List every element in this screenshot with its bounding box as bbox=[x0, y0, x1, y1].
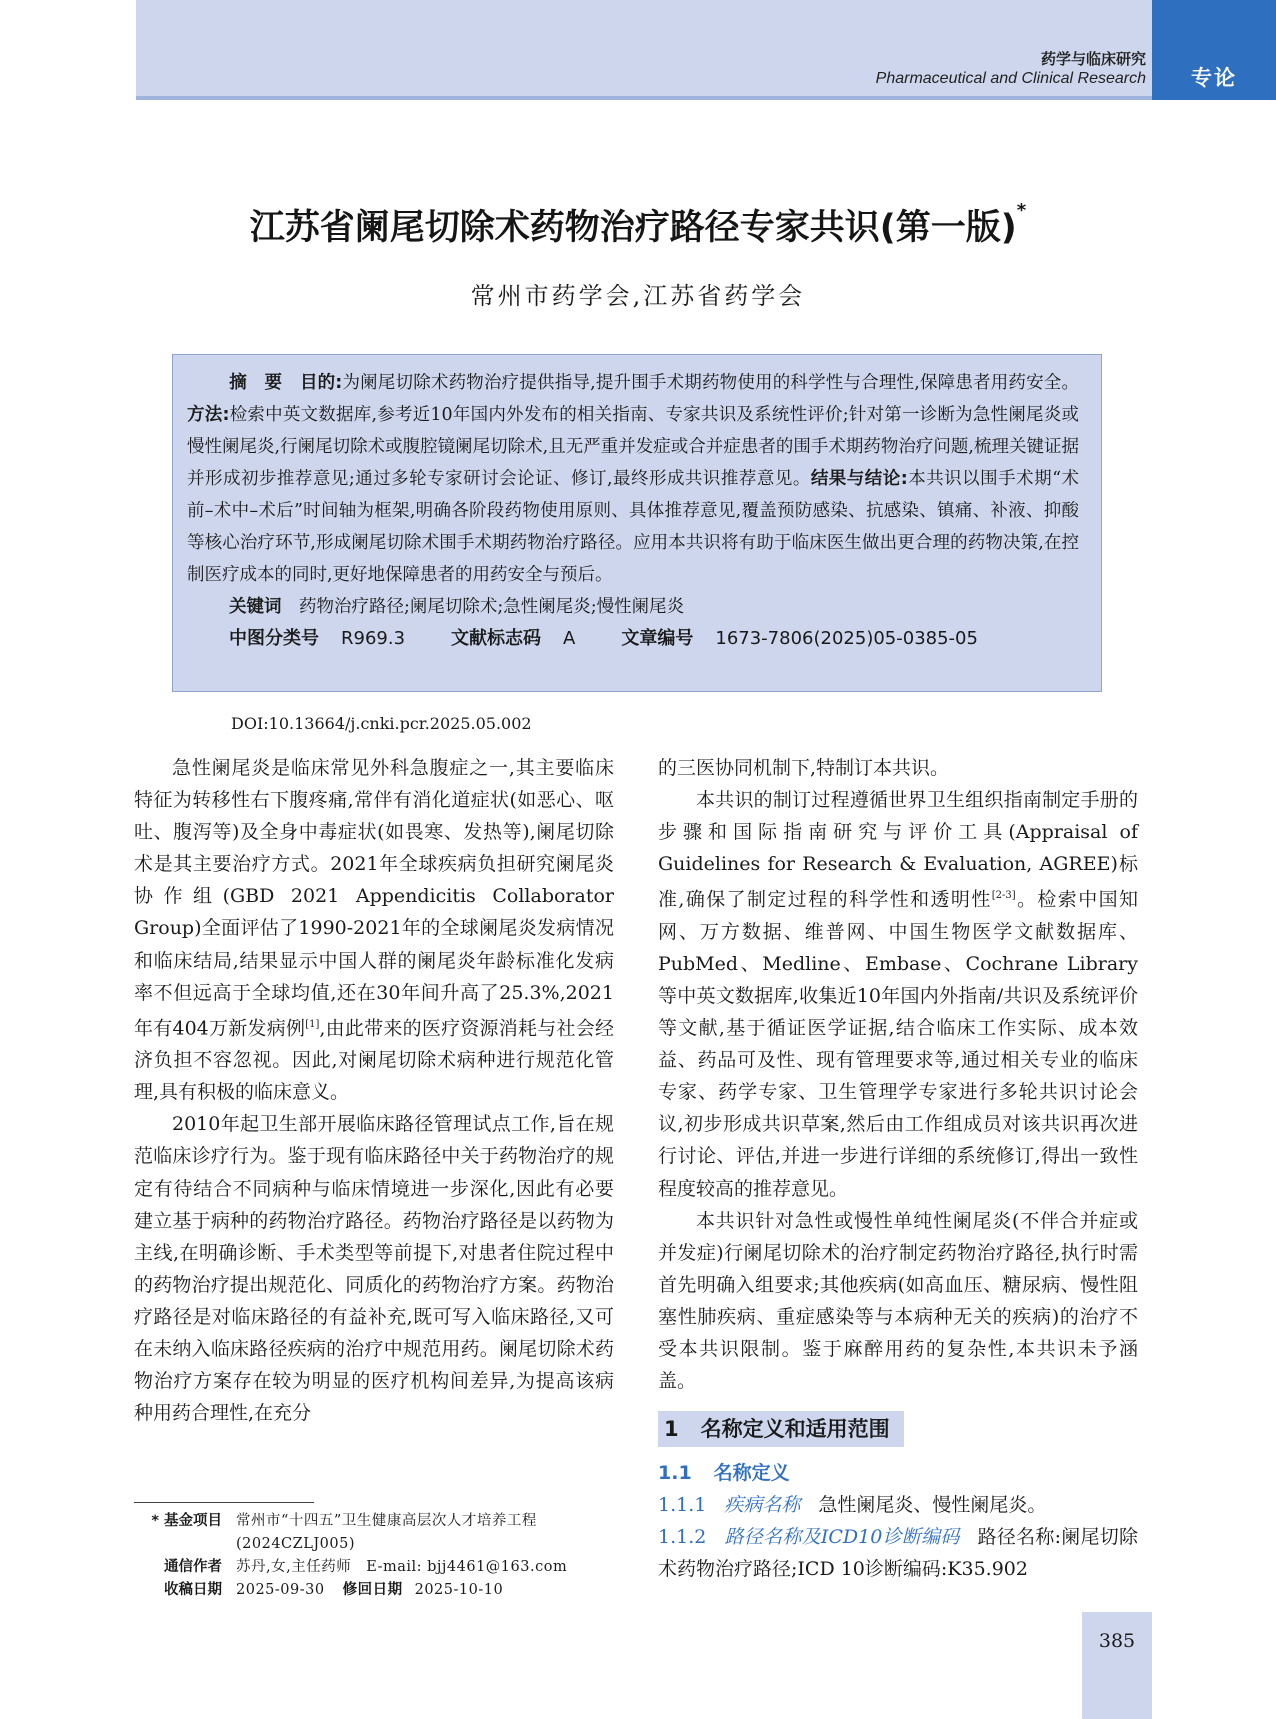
abstract-text bbox=[187, 367, 1079, 591]
corresponding-label: 通信作者 bbox=[164, 1559, 222, 1575]
doc-code-label: 文献标志码 bbox=[451, 628, 542, 649]
paragraph-text: ,由此带来的医疗资源消耗与社会经济负担不容忽视。因此,对阑尾切除术病种进行规范化管理,具有积极的临床意义。 bbox=[134, 1017, 614, 1104]
article-no-label: 文章编号 bbox=[621, 628, 694, 649]
doi: DOI:10.13664/j.cnki.pcr.2025.05.002 bbox=[231, 714, 532, 733]
item-title: 路径名称及ICD10诊断编码 bbox=[724, 1526, 960, 1549]
paragraph-text: 。检索中国知网、万方数据、维普网、中国生物医学文献数据库、PubMed、Medline、Embase、Cochrane Library等中英文数据库,收集近10年国内外指南/共识及系统评价等文献,基于循证医学证据,结合临床工作实际、成本效益、药品可及性、现有管理要求等,通过相关专业的临床专家、药学专家、卫生管理学专家进行多轮共识讨论会议,初步形成共识草案,然后由工作组成员对该共识再次进行讨论、评估,并进一步进行详细的系统修订,得出一致性程度较高的推荐意见。 bbox=[658, 888, 1138, 1200]
section-title: 名称定义和适用范围 bbox=[700, 1417, 890, 1442]
subsection-number: 1.1 bbox=[658, 1462, 692, 1485]
section-heading-1 bbox=[658, 1411, 904, 1447]
paragraph-text: 本共识的制订过程遵循世界卫生组织指南制定手册的步骤和国际指南研究与评价工具(Appraisal of Guidelines for Research & Evaluation, AGREE)标准,确保了制定过程的科学性和透明性 bbox=[658, 789, 1138, 911]
subsection-heading-1-1 bbox=[658, 1457, 1138, 1489]
keywords-label: 关键词 bbox=[229, 597, 282, 617]
paragraph: 本共识针对急性或慢性单纯性阑尾炎(不伴合并症或并发症)行阑尾切除术的治疗制定药物治疗路径,执行时需首先明确入组要求;其他疾病(如高血压、糖尿病、慢性阻塞性肺疾病、重症感染等与本病种无关的疾病)的治疗不受本共识限制。鉴于麻醉用药的复杂性,本共识未予涵盖。 bbox=[658, 1209, 1138, 1393]
methods-label: 方法: bbox=[187, 405, 230, 425]
keywords-line bbox=[187, 591, 1079, 623]
item-text: 急性阑尾炎、慢性阑尾炎。 bbox=[818, 1494, 1047, 1517]
revised-date: 2025-10-10 bbox=[414, 1582, 504, 1598]
item-1-1-2 bbox=[658, 1521, 1138, 1585]
methods-text: 检索中英文数据库,参考近10年国内外发布的相关指南、专家共识及系统性评价;针对第一诊断为急性阑尾炎或慢性阑尾炎,行阑尾切除术或腹腔镜阑尾切除术,且无严重并发症或合并症患者的围手术期药物治疗问题,梳理关键证据并形成初步推荐意见;通过多轮专家研讨会论证、修订,最终形成共识推荐意见。 bbox=[187, 405, 1080, 489]
results-label: 结果与结论: bbox=[810, 469, 908, 489]
abstract-label: 摘 要 bbox=[229, 373, 283, 393]
paragraph bbox=[658, 784, 1138, 1205]
item-1-1-1 bbox=[658, 1489, 1138, 1521]
article-no-value: 1673-7806(2025)05-0385-05 bbox=[715, 628, 978, 649]
corresponding-text: 苏丹,女,主任药师 E-mail: bjj4461@163.com bbox=[236, 1559, 568, 1575]
journal-name-en: Pharmaceutical and Clinical Research bbox=[875, 70, 1146, 87]
page-number: 385 bbox=[1098, 1630, 1136, 1652]
footnote-rule bbox=[134, 1502, 314, 1503]
keywords-text: 药物治疗路径;阑尾切除术;急性阑尾炎;慢性阑尾炎 bbox=[299, 597, 685, 617]
item-text: 路径名称:阑尾切除术药物治疗路径;ICD 10诊断编码:K35.902 bbox=[658, 1526, 1138, 1581]
section-number: 1 bbox=[664, 1417, 679, 1442]
section-tag-label: 专论 bbox=[1191, 66, 1237, 90]
revised-label: 修回日期 bbox=[342, 1582, 403, 1598]
classification-line bbox=[187, 623, 1079, 655]
title-footnote-mark: * bbox=[1016, 200, 1027, 221]
fund-text: 常州市“十四五”卫生健康高层次人才培养工程(2024CZLJ005) bbox=[236, 1513, 537, 1552]
paragraph: 2010年起卫生部开展临床路径管理试点工作,旨在规范临床诊疗行为。鉴于现有临床路径中关于药物治疗的规定有待结合不同病种与临床情境进一步深化,因此有必要建立基于病种的药物治疗路径。药物治疗路径是以药物为主线,在明确诊断、手术类型等前提下,对患者住院过程中的药物治疗提出规范化、同质化的药物治疗方案。药物治疗路径是对临床路径的有益补充,既可写入临床路径,又可在未纳入临床路径疾病的治疗中规范用药。阑尾切除术药物治疗方案存在较为明显的医疗机构间差异,为提高该病种用药合理性,在充分 bbox=[134, 1113, 614, 1425]
received-label: 收稿日期 bbox=[164, 1582, 222, 1598]
clc-value: R969.3 bbox=[341, 628, 406, 649]
subsection-title: 名称定义 bbox=[713, 1462, 790, 1485]
paragraph-text: 急性阑尾炎是临床常见外科急腹症之一,其主要临床特征为转移性右下腹疼痛,常伴有消化道症状(如恶心、呕吐、腹泻等)及全身中毒症状(如畏寒、发热等),阑尾切除术是其主要治疗方式。2021年全球疾病负担研究阑尾炎协作组(GBD 2021 Appendicitis Collaborator Group)全面评估了1990-2021年的全球阑尾炎发病情况和临床结局,结果显示中国人群的阑尾炎年龄标准化发病率不但远高于全球均值,还在30年间升高了25.3%,2021年有404万新发病例 bbox=[134, 757, 614, 1040]
item-number: 1.1.2 bbox=[658, 1526, 707, 1549]
item-number: 1.1.1 bbox=[658, 1494, 707, 1517]
section-tag bbox=[1152, 0, 1276, 100]
paragraph bbox=[134, 752, 614, 1108]
paper-title-text: 江苏省阑尾切除术药物治疗路径专家共识(第一版) bbox=[249, 208, 1017, 248]
authors: 常州市药学会,江苏省药学会 bbox=[470, 282, 806, 310]
footnote bbox=[134, 1510, 614, 1602]
abstract-box bbox=[172, 354, 1102, 692]
citation: [2-3] bbox=[991, 890, 1016, 902]
body-column-right bbox=[658, 752, 1138, 1586]
header-rule bbox=[136, 96, 1152, 100]
doc-code-value: A bbox=[563, 628, 576, 649]
journal-name-cn: 药学与临床研究 bbox=[1040, 50, 1146, 68]
citation: [1] bbox=[305, 1018, 320, 1030]
objective-label: 目的: bbox=[299, 373, 343, 393]
page-number-box bbox=[1082, 1612, 1152, 1719]
paragraph: 的三医协同机制下,特制订本共识。 bbox=[658, 757, 950, 779]
clc-label: 中图分类号 bbox=[229, 628, 319, 649]
fund-row bbox=[134, 1510, 614, 1556]
fund-label: * 基金项目 bbox=[151, 1513, 222, 1529]
corresponding-row bbox=[134, 1556, 614, 1579]
results-text: 本共识以围手术期“术前–术中–术后”时间轴为框架,明确各阶段药物使用原则、具体推荐意见,覆盖预防感染、抗感染、镇痛、补液、抑酸等核心治疗环节,形成阑尾切除术围手术期药物治疗路径。应用本共识将有助于临床医生做出更合理的药物决策,在控制医疗成本的同时,更好地保障患者的用药安全与预后。 bbox=[187, 469, 1079, 585]
dates-row bbox=[134, 1579, 614, 1602]
body-column-left bbox=[134, 752, 614, 1429]
item-title: 疾病名称 bbox=[724, 1494, 801, 1517]
objective-text: 为阑尾切除术药物治疗提供指导,提升围手术期药物使用的科学性与合理性,保障患者用药安全。 bbox=[342, 373, 1079, 393]
received-date: 2025-09-30 bbox=[236, 1582, 325, 1598]
paper-title bbox=[0, 200, 1276, 250]
